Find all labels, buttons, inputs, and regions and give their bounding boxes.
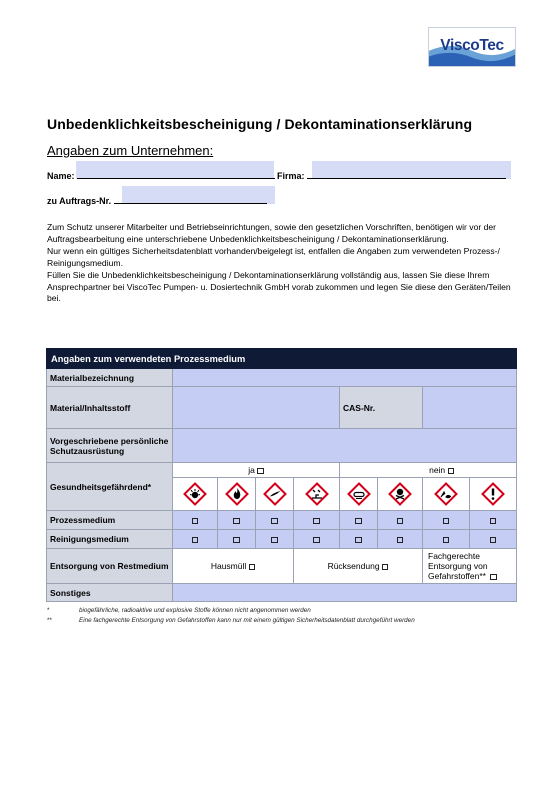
cas-input[interactable] — [423, 387, 517, 429]
page-title: Unbedenklichkeitsbescheinigung / Dekontaminationserklärung — [47, 116, 473, 132]
gas-cylinder-icon — [347, 482, 371, 506]
table-header: Angaben zum verwendeten Prozessmedium — [47, 349, 517, 369]
cleaning-checkbox[interactable] — [443, 537, 450, 544]
ghs-cell — [294, 478, 340, 511]
ghs-cell — [423, 478, 470, 511]
skull-crossbones-icon — [388, 482, 412, 506]
environment-icon — [434, 482, 458, 506]
cleaning-checkbox-cell[interactable] — [173, 530, 218, 549]
process-medium-label: Prozessmedium — [47, 511, 173, 530]
cleaning-checkbox[interactable] — [192, 537, 199, 544]
cleaning-checkbox[interactable] — [397, 537, 404, 544]
household-checkbox[interactable] — [249, 564, 256, 571]
name-field-row — [47, 170, 275, 181]
ghs-cell — [218, 478, 256, 511]
firma-field-row — [277, 170, 506, 181]
substance-label: Material/Inhaltsstoff — [47, 387, 173, 429]
ghs-cell — [173, 478, 218, 511]
hazardous-disposal-checkbox[interactable] — [490, 574, 497, 581]
process-checkbox[interactable] — [490, 518, 497, 525]
cleaning-checkbox-cell[interactable] — [256, 530, 294, 549]
firma-underline — [307, 170, 506, 179]
order-underline — [114, 195, 267, 204]
process-checkbox-cell[interactable] — [218, 511, 256, 530]
cleaning-checkbox-cell[interactable] — [294, 530, 340, 549]
process-checkbox-cell[interactable] — [173, 511, 218, 530]
other-label: Sonstiges — [47, 584, 173, 602]
logo-text: ViscoTec — [440, 37, 504, 54]
exploding-bomb-icon — [183, 482, 207, 506]
cleaning-checkbox-cell[interactable] — [218, 530, 256, 549]
household-label: Hausmüll — [210, 561, 247, 571]
exclamation-mark-icon — [481, 482, 505, 506]
order-field-row — [47, 195, 267, 206]
return-cell[interactable] — [294, 549, 423, 584]
cleaning-checkbox[interactable] — [490, 537, 497, 544]
disposal-label: Entsorgung von Restmedium — [47, 549, 173, 584]
process-checkbox[interactable] — [233, 518, 240, 525]
process-checkbox-cell[interactable] — [294, 511, 340, 530]
process-checkbox-cell[interactable] — [340, 511, 378, 530]
name-underline — [77, 170, 275, 179]
process-checkbox[interactable] — [355, 518, 362, 525]
process-checkbox-cell[interactable] — [256, 511, 294, 530]
cleaning-checkbox[interactable] — [271, 537, 278, 544]
process-checkbox[interactable] — [443, 518, 450, 525]
ghs-cell — [340, 478, 378, 511]
material-label: Materialbezeichnung — [47, 369, 173, 387]
process-checkbox-cell[interactable] — [470, 511, 517, 530]
other-input[interactable] — [173, 584, 517, 602]
order-label: zu Auftrags-Nr. — [47, 196, 112, 206]
intro-paragraph-3: Füllen Sie die Unbedenklichkeitsbescheinigung / Dekontaminationserklärung vollständig aus, lassen Sie diese Ihrem Ansprechpartner bei ViscoTec Pumpen- u. Dosiertechnik GmbH vorab zukommen und legen Sie diese den Geräten/Teilen bei. — [47, 269, 511, 304]
cleaning-medium-label: Reinigungsmedium — [47, 530, 173, 549]
cas-label: CAS-Nr. — [340, 387, 423, 429]
flame-icon — [225, 482, 249, 506]
hazard-yes-cell[interactable] — [173, 463, 340, 478]
cleaning-checkbox-cell[interactable] — [470, 530, 517, 549]
process-checkbox[interactable] — [313, 518, 320, 525]
hazard-yes-label: ja — [248, 465, 255, 475]
intro-paragraph-2: Nur wenn ein gültiges Sicherheitsdatenblatt vorhanden/beigelegt ist, entfallen die Angaben zum verwendeten Prozess-/ Reinigungsmedium. — [47, 245, 500, 268]
household-cell[interactable] — [173, 549, 294, 584]
process-medium-table — [46, 348, 517, 602]
hazard-no-checkbox[interactable] — [448, 468, 455, 475]
hazard-no-cell[interactable] — [340, 463, 517, 478]
ppe-label: Vorgeschriebene persönliche Schutzausrüstung — [47, 429, 173, 463]
process-checkbox[interactable] — [271, 518, 278, 525]
hazardous-disposal-label: Fachgerechte Entsorgung von Gefahrstoffen** — [428, 551, 488, 581]
cleaning-checkbox[interactable] — [233, 537, 240, 544]
process-checkbox-cell[interactable] — [423, 511, 470, 530]
cleaning-checkbox-cell[interactable] — [340, 530, 378, 549]
footnote-1: * biogefährliche, radioaktive und explosive Stoffe können nicht angenommen werden — [47, 607, 311, 614]
return-checkbox[interactable] — [382, 564, 389, 571]
hazardous-disposal-cell[interactable] — [423, 549, 517, 584]
return-label: Rücksendung — [327, 561, 380, 571]
section-company-heading: Angaben zum Unternehmen: — [47, 143, 214, 158]
hazard-yes-checkbox[interactable] — [257, 468, 264, 475]
ppe-input[interactable] — [173, 429, 517, 463]
intro-paragraph-1: Zum Schutz unserer Mitarbeiter und Betriebseinrichtungen, sowie den gesetzlichen Vorschriften, benötigen wir vor der Auftragsbearbeitung eine unterschriebene Unbedenklichkeitsbescheinigung / Dekontaminationserklärung. — [47, 222, 497, 244]
process-checkbox[interactable] — [397, 518, 404, 525]
cleaning-checkbox-cell[interactable] — [378, 530, 423, 549]
ghs-cell — [256, 478, 294, 511]
process-checkbox[interactable] — [192, 518, 199, 525]
material-input[interactable] — [173, 369, 517, 387]
name-label: Name: — [47, 171, 75, 181]
footnotes — [47, 606, 415, 625]
process-checkbox-cell[interactable] — [378, 511, 423, 530]
ghs-cell — [378, 478, 423, 511]
cleaning-checkbox-cell[interactable] — [423, 530, 470, 549]
footnote-2: ** Eine fachgerechte Entsorgung von Gefahrstoffen kann nur mit einem gültigen Sicherheitsdatenblatt durchgeführt werden — [47, 616, 415, 624]
hazard-label: Gesundheitsgefährdend* — [47, 463, 173, 511]
corrosion-icon — [305, 482, 329, 506]
flame-over-circle-icon — [263, 482, 287, 506]
cleaning-checkbox[interactable] — [313, 537, 320, 544]
substance-input[interactable] — [173, 387, 340, 429]
ghs-cell — [470, 478, 517, 511]
intro-text — [47, 222, 517, 305]
cleaning-checkbox[interactable] — [355, 537, 362, 544]
firma-label: Firma: — [277, 171, 305, 181]
company-logo — [428, 27, 516, 67]
hazard-no-label: nein — [429, 465, 446, 475]
